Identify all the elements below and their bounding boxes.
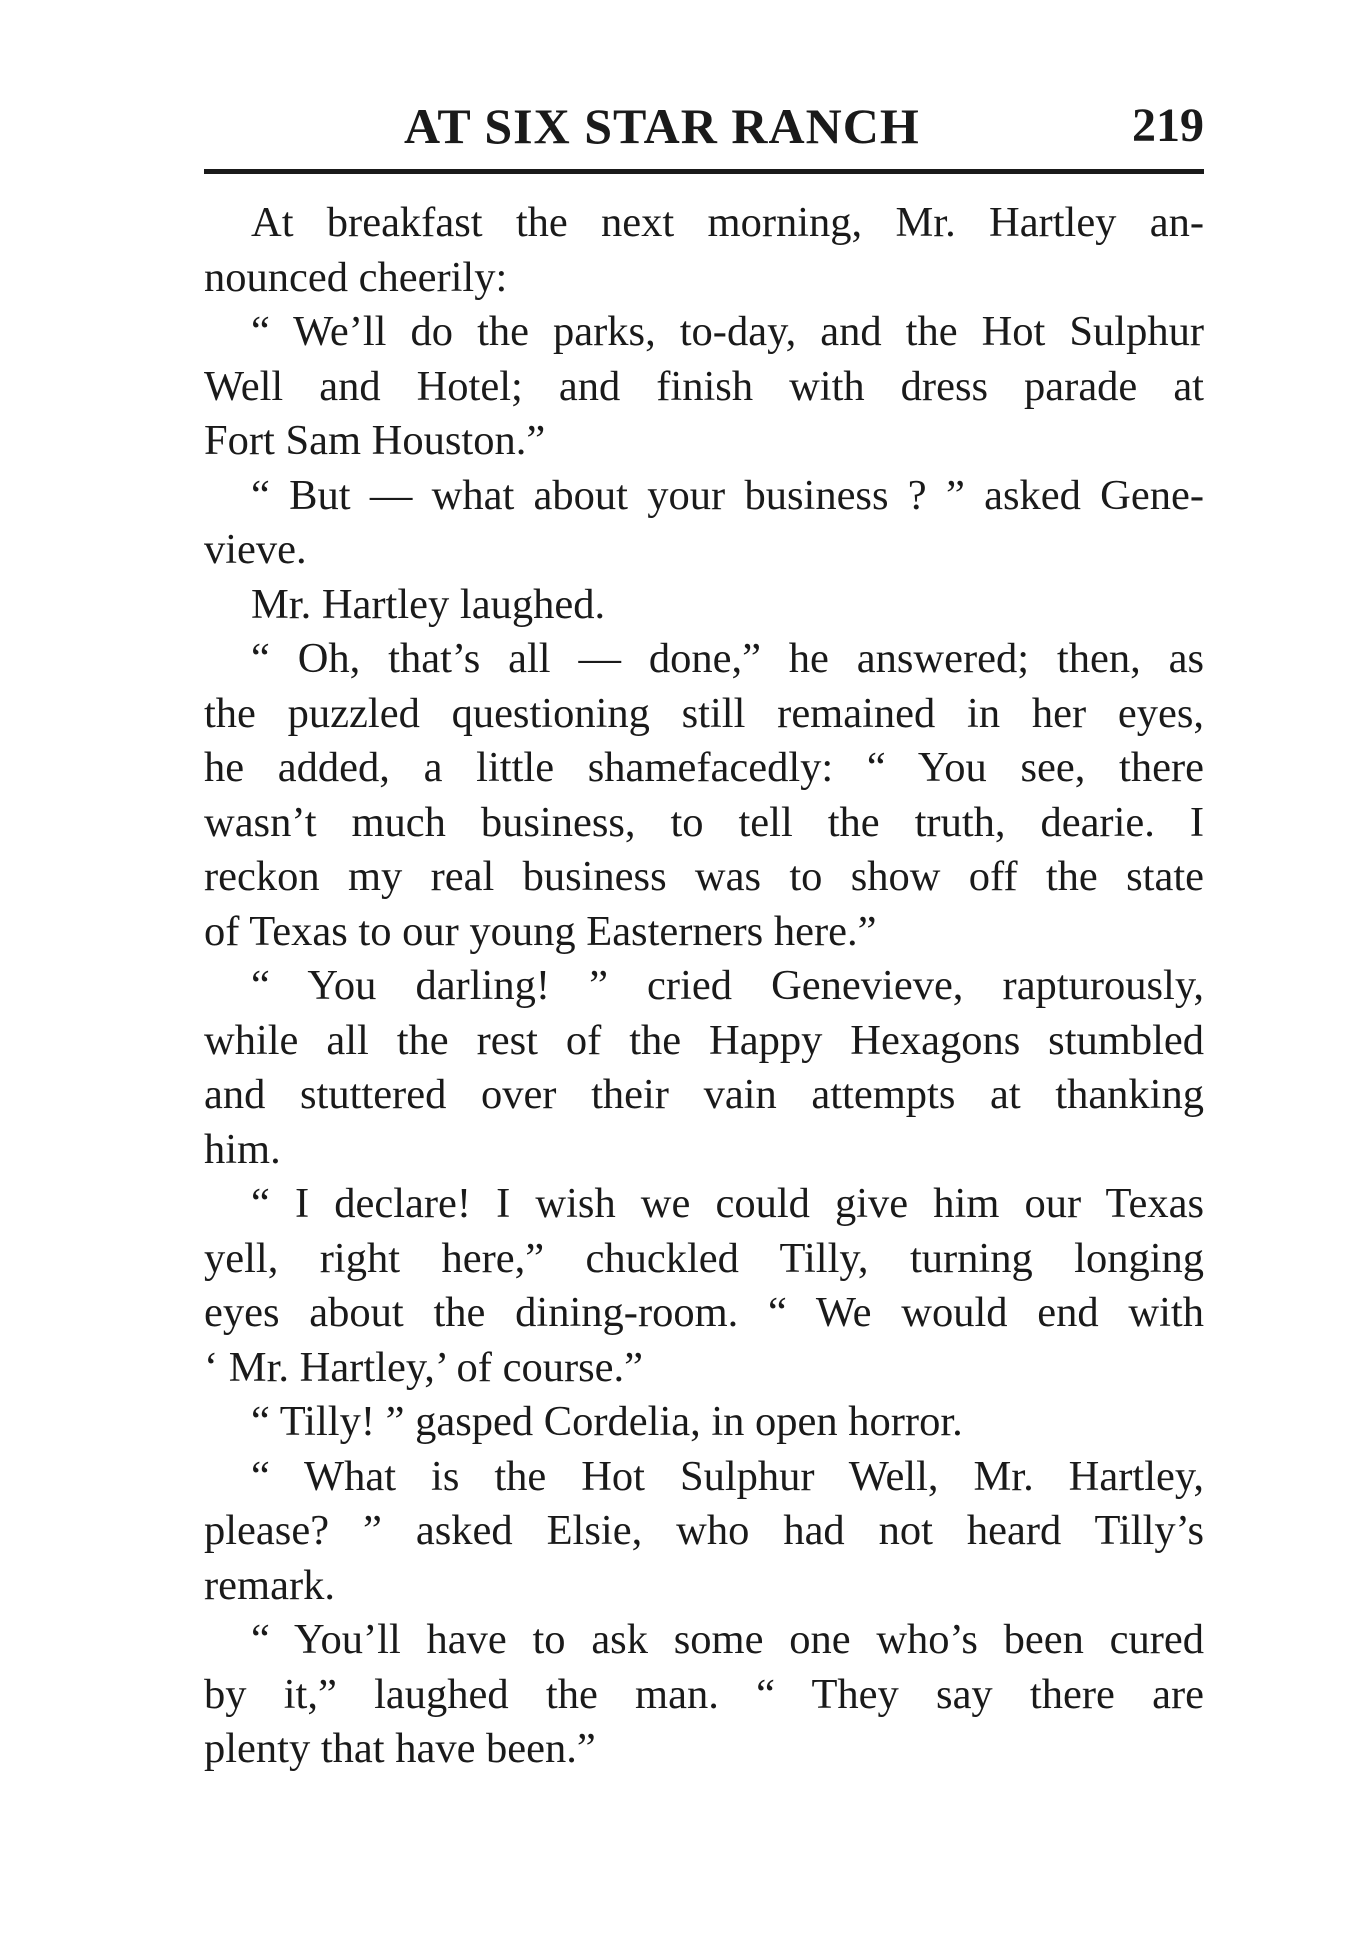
text-line: “ You’ll have to ask some one who’s been cured: [251, 1616, 1204, 1663]
header-rule: [204, 169, 1204, 174]
paragraph: [204, 305, 1204, 469]
text-line: ‘ Mr. Hartley,’ of course.”: [204, 1343, 643, 1391]
page-header: [204, 96, 1204, 156]
text-line: wasn’t much business, to tell the truth, dearie. I: [204, 798, 1204, 846]
text-line: reckon my real business was to show off the state: [204, 853, 1204, 900]
text-line: vieve.: [204, 526, 307, 573]
text-line: he added, a little shamefacedly: “ You see, there: [204, 744, 1204, 791]
text-line: “ You darling! ” cried Genevieve, rapturously,: [251, 962, 1204, 1009]
paragraph: [204, 1613, 1204, 1777]
paragraph: [204, 578, 1204, 633]
paragraph: [204, 469, 1204, 578]
text-line: “ We’ll do the parks, to-day, and the Hot Sulphur: [251, 308, 1204, 355]
text-line: Fort Sam Houston.”: [204, 417, 546, 464]
text-line: remark.: [204, 1561, 335, 1609]
paragraph: [204, 196, 1204, 305]
text-line: Well and Hotel; and finish with dress parade at: [204, 362, 1204, 410]
paragraph: [204, 1395, 1204, 1450]
text-line: plenty that have been.”: [204, 1725, 596, 1772]
text-line: “ What is the Hot Sulphur Well, Mr. Hartley,: [251, 1452, 1204, 1500]
text-line: please? ” asked Elsie, who had not heard Tilly’s: [204, 1507, 1204, 1554]
page-number: 219: [1132, 99, 1204, 152]
paragraph: [204, 1450, 1204, 1614]
text-line: the puzzled questioning still remained in her eyes,: [204, 689, 1204, 737]
text-line: nounced cheerily:: [204, 253, 508, 301]
text-line: Mr. Hartley laughed.: [251, 580, 606, 628]
body-text: [204, 196, 1204, 1777]
paragraph: [204, 959, 1204, 1177]
text-line: “ Oh, that’s all — done,” he answered; then, as: [251, 635, 1204, 682]
text-line: “ But — what about your business ? ” asked Gene-: [251, 471, 1204, 519]
text-line: him.: [204, 1125, 281, 1173]
text-line: “ Tilly! ” gasped Cordelia, in open horror.: [251, 1398, 963, 1445]
text-line: At breakfast the next morning, Mr. Hartley an-: [251, 199, 1204, 246]
paragraph: [204, 632, 1204, 959]
text-line: “ I declare! I wish we could give him our Texas: [251, 1180, 1204, 1227]
text-line: while all the rest of the Happy Hexagons stumbled: [204, 1016, 1204, 1064]
paragraph: [204, 1177, 1204, 1395]
running-title: AT SIX STAR RANCH: [404, 98, 920, 154]
text-line: yell, right here,” chuckled Tilly, turning longing: [204, 1234, 1204, 1282]
text-line: eyes about the dining-room. “ We would end with: [204, 1289, 1204, 1336]
text-line: and stuttered over their vain attempts at thanking: [204, 1071, 1204, 1118]
text-line: of Texas to our young Easterners here.”: [204, 907, 877, 955]
text-line: by it,” laughed the man. “ They say there are: [204, 1670, 1204, 1718]
